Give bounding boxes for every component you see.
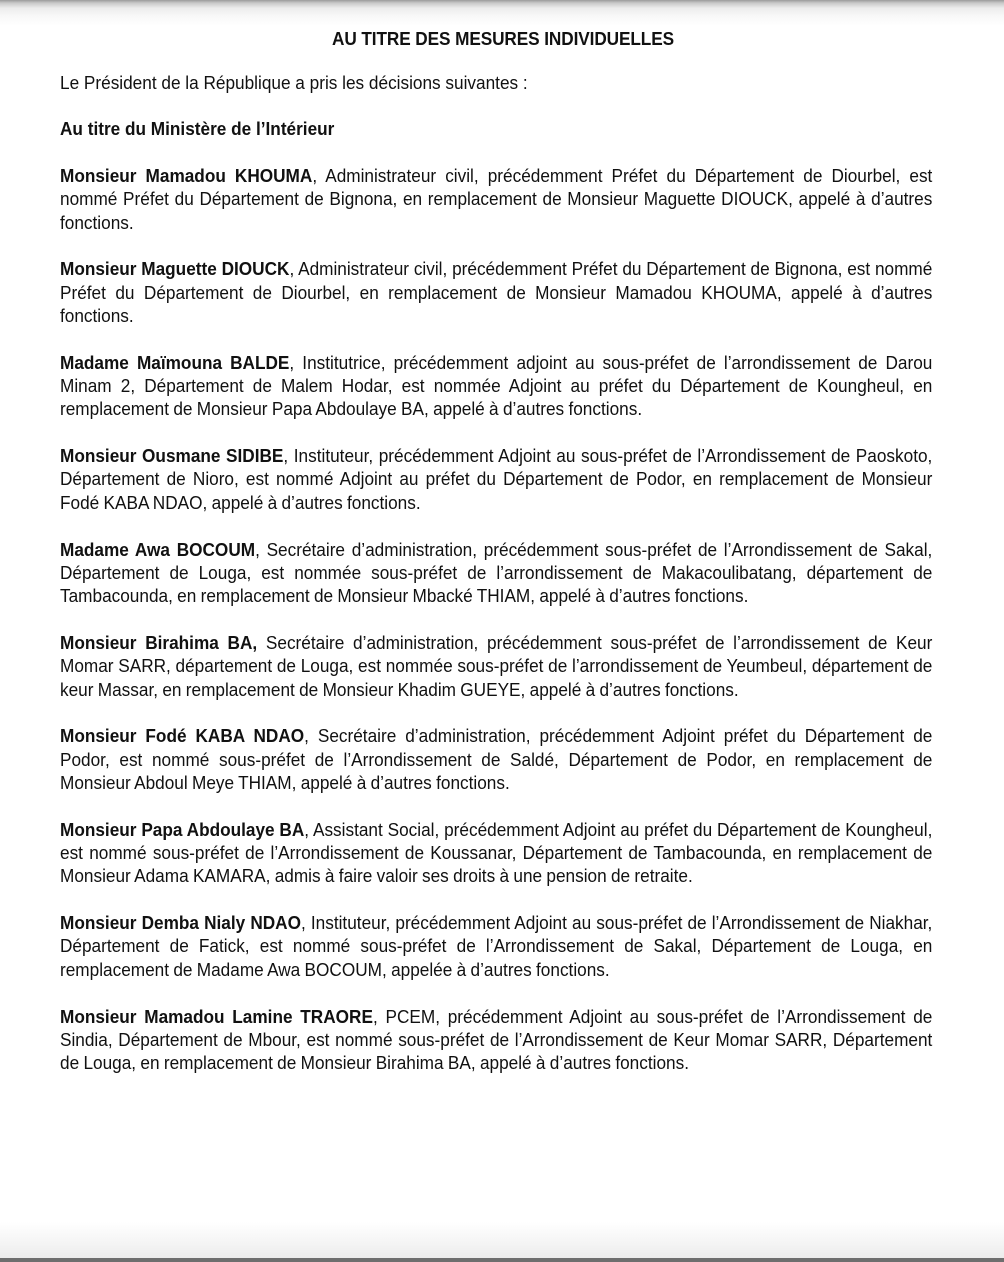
appointment-text: , PCEM, précédemment Adjoint au sous-préfet de l’Arrondissement de Sindia, Département de Mbour, est nommé sous-préfet de l’Arrondissement de Keur Momar SARR, Département de Louga, en remplacement de Monsieur Birahima BA, appelé à d’autres fonctions. [60,1005,933,1074]
appointee-name: Monsieur Mamadou KHOUMA [60,165,313,186]
appointee-name: Monsieur Maguette DIOUCK [60,258,290,280]
appointment-entry [60,911,932,981]
appointment-entry [60,1005,932,1075]
appointment-text: Secrétaire d’administration, précédemment sous-préfet de l’arrondissement de Keur Momar SARR, département de Louga, est nommée sous-préfet de l’arrondissement de Yeumbeul, département de keur Massar, en remplacement de Monsieur Khadim GUEYE, appelé à d’autres fonctions. [60,631,933,700]
appointee-name: Monsieur Demba Nialy NDAO [60,912,301,934]
page-bottom-edge [0,1222,1004,1262]
appointment-text: , Administrateur civil, précédemment Préfet du Département de Bignona, est nommé Préfet du Département de Diourbel, en remplacement de Monsieur Mamadou KHOUMA, appelé à d’autres fonctions. [60,258,933,326]
appointment-text: , Assistant Social, précédemment Adjoint au préfet du Département de Koungheul, est nommé sous-préfet de l’Arrondissement de Koussanar, Département de Tambacounda, en remplacement de Monsieur Adama KAMARA, admis à faire valoir ses droits à une pension de retraite. [60,818,933,887]
intro-paragraph: Le Président de la République a pris les décisions suivantes : [60,72,528,93]
appointee-name: Monsieur Ousmane SIDIBE [60,445,284,467]
appointee-name: Monsieur Fodé KABA NDAO [60,725,305,747]
appointment-entry [60,724,932,794]
appointee-name: Monsieur Mamadou Lamine TRAORE [60,1005,373,1027]
section-heading: Au titre du Ministère de l’Intérieur [60,118,335,139]
appointment-entry [60,818,932,888]
appointment-text: , Secrétaire d’administration, précédemment Adjoint préfet du Département de Podor, est nommé sous-préfet de l’Arrondissement de Saldé, Département de Podor, en remplacement de Monsieur Abdoul Meye THIAM, appelé à d’autres fonctions. [60,725,933,793]
document-page [60,28,933,1098]
document-title: AU TITRE DES MESURES INDIVIDUELLES [332,28,674,49]
appointment-text: , Administrateur civil, précédemment Préfet du Département de Diourbel, est nommé Préfet du Département de Bignona, en remplacement de Monsieur Maguette DIOUCK, appelé à d’autres fonctions. [60,165,933,233]
appointee-name: Monsieur Birahima BA, [60,631,258,653]
appointment-entry [60,538,932,608]
appointment-list [60,164,933,1074]
appointment-entry [60,257,932,327]
appointee-name: Madame Awa BOCOUM [60,538,256,560]
appointee-name: Madame Maïmouna BALDE [60,351,290,373]
appointment-entry [60,631,932,701]
appointment-text: , Institutrice, précédemment adjoint au sous-préfet de l’arrondissement de Darou Minam 2, Département de Malem Hodar, est nommée Adjoint au préfet du Département de Koungheul, en remplacement de Monsieur Papa Abdoulaye BA, appelé à d’autres fonctions. [60,351,933,420]
appointment-text: , Secrétaire d’administration, précédemment sous-préfet de l’Arrondissement de Sakal, Département de Louga, est nommée sous-préfet de l’arrondissement de Makacoulibatang, département de Tambacounda, en remplacement de Monsieur Mbacké THIAM, appelé à d’autres fonctions. [60,538,933,607]
appointment-text: , Instituteur, précédemment Adjoint au sous-préfet de l’Arrondissement de Paoskoto, Département de Nioro, est nommé Adjoint au préfet du Département de Podor, en remplacement de Monsieur Fodé KABA NDAO, appelé à d’autres fonctions. [60,445,933,513]
appointment-entry [60,351,932,421]
appointment-entry [60,164,932,234]
appointment-entry [60,444,932,514]
page-top-shadow [0,0,1004,26]
appointment-text: , Instituteur, précédemment Adjoint au sous-préfet de l’Arrondissement de Niakhar, Département de Fatick, est nommé sous-préfet de l’Arrondissement de Sakal, Département de Louga, en remplacement de Madame Awa BOCOUM, appelée à d’autres fonctions. [60,912,933,980]
appointee-name: Monsieur Papa Abdoulaye BA [60,818,305,840]
